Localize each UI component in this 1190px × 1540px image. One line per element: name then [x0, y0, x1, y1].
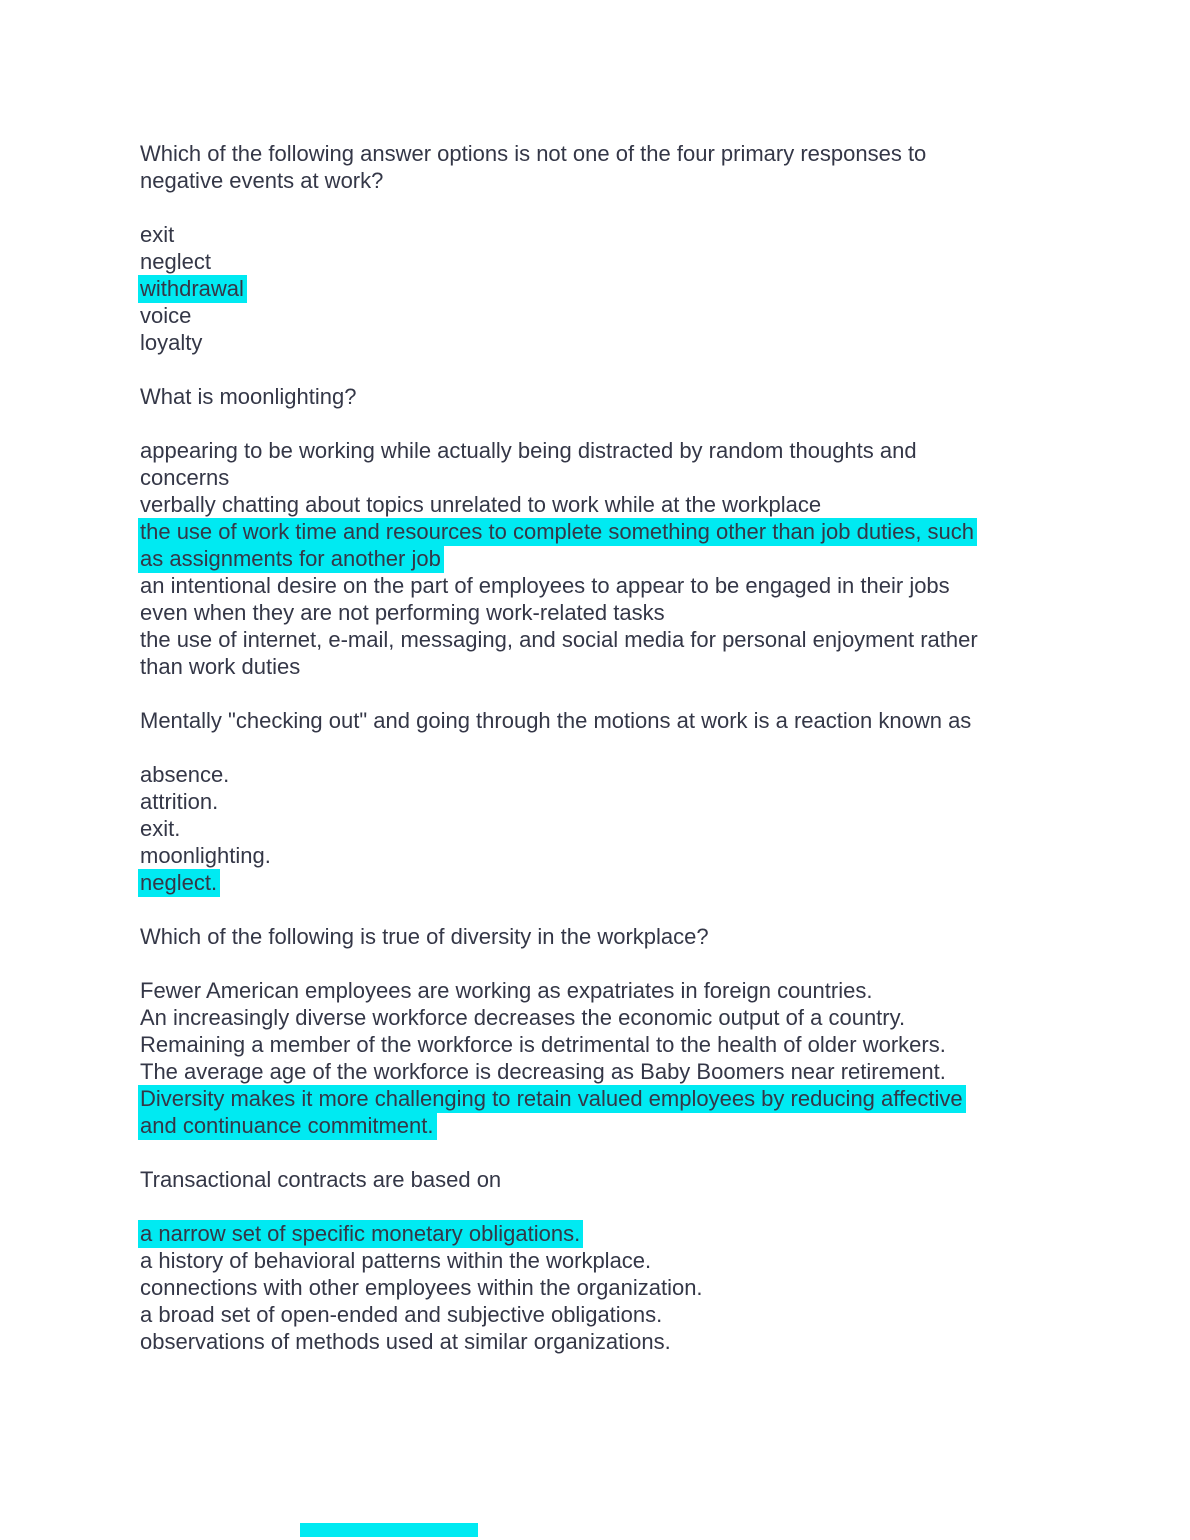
answer-option: [140, 572, 1040, 626]
question-text: Which of the following answer options is not one of the four primary responses to negative events at work?: [140, 141, 927, 193]
answer-option: [140, 842, 1040, 869]
question-text: Mentally "checking out" and going through the motions at work is a reaction known as: [140, 708, 972, 733]
answer-option-highlighted: [140, 518, 1040, 572]
answer-option: [140, 788, 1040, 815]
answer-option: [140, 329, 1040, 356]
answer-option-text: observations of methods used at similar organizations.: [140, 1329, 671, 1354]
answer-option-text: moonlighting.: [140, 843, 271, 868]
answer-option-text: Remaining a member of the workforce is detrimental to the health of older workers.: [140, 1032, 946, 1057]
answer-option-text: neglect: [140, 249, 211, 274]
answer-option: [140, 1247, 1040, 1274]
answer-option: [140, 221, 1040, 248]
answer-option-text: a history of behavioral patterns within the workplace.: [140, 1248, 652, 1273]
answer-option-text: attrition.: [140, 789, 219, 814]
answer-option-highlighted: [140, 275, 1040, 302]
answer-option: [140, 815, 1040, 842]
answer-option: [140, 1031, 1040, 1058]
answer-option-text: an intentional desire on the part of employees to appear to be engaged in their jobs even when they are not performing work-related tasks: [140, 573, 950, 625]
options-group: [140, 977, 1040, 1139]
answer-option: [140, 248, 1040, 275]
answer-option-text: exit: [140, 222, 175, 247]
answer-option: [140, 761, 1040, 788]
highlight-mark: the use of work time and resources to complete something other than job duties, such as assignments for another job: [138, 518, 977, 573]
answer-option: [140, 1004, 1040, 1031]
next-page-highlight-fragment: [300, 1523, 478, 1537]
question-text: What is moonlighting?: [140, 384, 357, 409]
options-group: [140, 1220, 1040, 1355]
answer-option-highlighted: [140, 1220, 1040, 1247]
highlight-mark: Diversity makes it more challenging to retain valued employees by reducing affective and continuance commitment.: [138, 1085, 966, 1140]
answer-option: [140, 491, 1040, 518]
answer-option-text: voice: [140, 303, 192, 328]
options-group: [140, 761, 1040, 896]
answer-option-highlighted: [140, 869, 1040, 896]
answer-option-text: exit.: [140, 816, 181, 841]
answer-option: [140, 1274, 1040, 1301]
answer-option: [140, 437, 1040, 491]
highlight-mark: withdrawal: [138, 275, 247, 303]
answer-option-text: The average age of the workforce is decreasing as Baby Boomers near retirement.: [140, 1059, 946, 1084]
answer-option-text: loyalty: [140, 330, 203, 355]
answer-option: [140, 626, 1040, 680]
answer-option: [140, 1058, 1040, 1085]
answer-option: [140, 1328, 1040, 1355]
answer-option-text: Fewer American employees are working as expatriates in foreign countries.: [140, 978, 873, 1003]
highlight-mark: neglect.: [138, 869, 220, 897]
answer-option-text: absence.: [140, 762, 230, 787]
question-text: Transactional contracts are based on: [140, 1167, 502, 1192]
document-page: [140, 140, 1040, 1382]
answer-option-highlighted: [140, 1085, 1040, 1139]
answer-option: [140, 302, 1040, 329]
highlight-mark: a narrow set of specific monetary obligations.: [138, 1220, 583, 1248]
answer-option: [140, 977, 1040, 1004]
question-text: Which of the following is true of diversity in the workplace?: [140, 924, 709, 949]
options-group: [140, 437, 1040, 680]
options-group: [140, 221, 1040, 356]
answer-option-text: verbally chatting about topics unrelated to work while at the workplace: [140, 492, 822, 517]
answer-option-text: the use of internet, e-mail, messaging, and social media for personal enjoyment rather than work duties: [140, 627, 978, 679]
answer-option-text: connections with other employees within the organization.: [140, 1275, 703, 1300]
answer-option: [140, 1301, 1040, 1328]
answer-option-text: An increasingly diverse workforce decreases the economic output of a country.: [140, 1005, 906, 1030]
answer-option-text: appearing to be working while actually being distracted by random thoughts and concerns: [140, 438, 917, 490]
answer-option-text: a broad set of open-ended and subjective obligations.: [140, 1302, 663, 1327]
